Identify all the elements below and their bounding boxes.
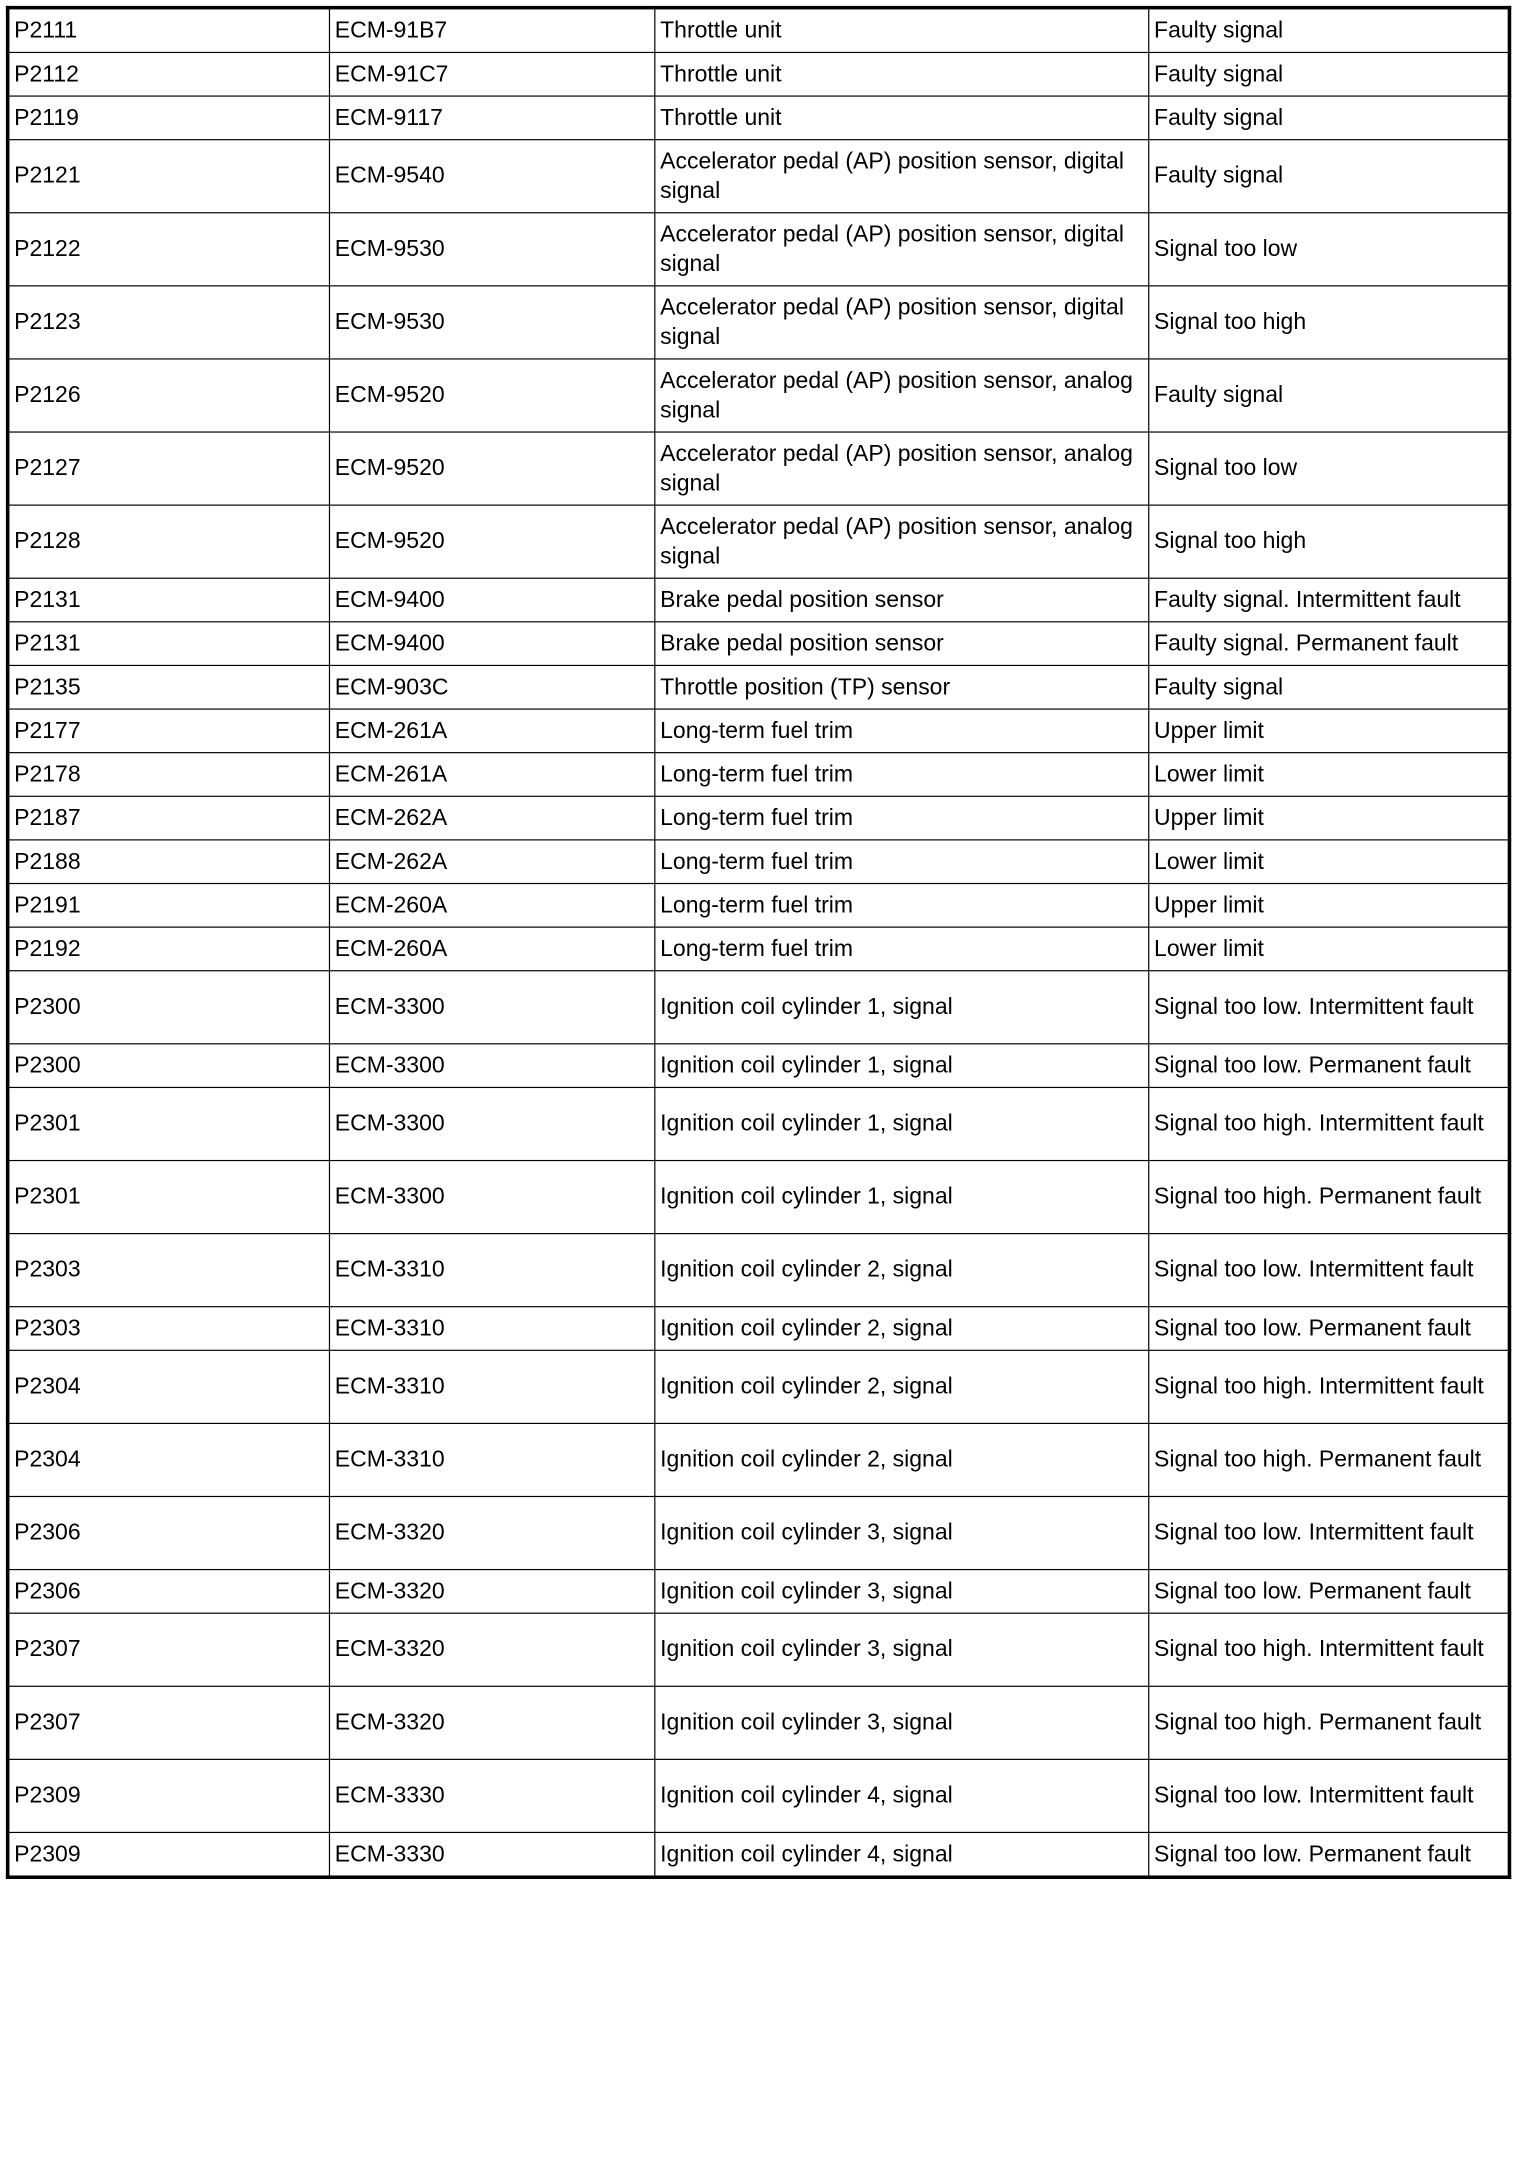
table-row (8, 1161, 1510, 1234)
fault-description-cell: Signal too low (1149, 213, 1510, 286)
table-row (8, 1613, 1510, 1686)
dtc-code-cell: P2177 (8, 709, 330, 753)
dtc-code-cell: P2301 (8, 1161, 330, 1234)
component-cell: Ignition coil cylinder 1, signal (655, 1044, 1149, 1088)
ecm-code-cell: ECM-3310 (329, 1307, 654, 1351)
component-cell: Long-term fuel trim (655, 796, 1149, 840)
ecm-code-cell: ECM-9520 (329, 432, 654, 505)
component-cell: Throttle unit (655, 96, 1149, 140)
table-row (8, 578, 1510, 622)
table-row (8, 796, 1510, 840)
dtc-code-cell: P2309 (8, 1832, 330, 1877)
fault-description-cell: Faulty signal (1149, 140, 1510, 213)
dtc-code-cell: P2303 (8, 1307, 330, 1351)
fault-description-cell: Signal too high. Intermittent fault (1149, 1350, 1510, 1423)
ecm-code-cell: ECM-903C (329, 665, 654, 709)
fault-description-cell: Faulty signal (1149, 8, 1510, 53)
table-row (8, 96, 1510, 140)
component-cell: Long-term fuel trim (655, 884, 1149, 928)
ecm-code-cell: ECM-262A (329, 796, 654, 840)
table-row (8, 709, 1510, 753)
dtc-code-cell: P2306 (8, 1496, 330, 1569)
dtc-code-cell: P2111 (8, 8, 330, 53)
component-cell: Throttle position (TP) sensor (655, 665, 1149, 709)
component-cell: Ignition coil cylinder 3, signal (655, 1496, 1149, 1569)
ecm-code-cell: ECM-91C7 (329, 52, 654, 96)
fault-description-cell: Signal too low. Permanent fault (1149, 1832, 1510, 1877)
ecm-code-cell: ECM-3300 (329, 1087, 654, 1160)
component-cell: Ignition coil cylinder 1, signal (655, 1161, 1149, 1234)
table-row (8, 1350, 1510, 1423)
table-row (8, 213, 1510, 286)
dtc-code-cell: P2304 (8, 1350, 330, 1423)
table-row (8, 8, 1510, 53)
fault-description-cell: Faulty signal (1149, 52, 1510, 96)
component-cell: Long-term fuel trim (655, 927, 1149, 971)
ecm-code-cell: ECM-3320 (329, 1686, 654, 1759)
fault-description-cell: Upper limit (1149, 709, 1510, 753)
dtc-table (6, 6, 1511, 1879)
fault-description-cell: Lower limit (1149, 927, 1510, 971)
dtc-code-cell: P2122 (8, 213, 330, 286)
table-row (8, 971, 1510, 1044)
dtc-code-cell: P2126 (8, 359, 330, 432)
component-cell: Accelerator pedal (AP) position sensor, digital signal (655, 140, 1149, 213)
ecm-code-cell: ECM-9400 (329, 622, 654, 666)
ecm-code-cell: ECM-3300 (329, 1161, 654, 1234)
dtc-code-cell: P2303 (8, 1234, 330, 1307)
table-row (8, 753, 1510, 797)
component-cell: Ignition coil cylinder 1, signal (655, 1087, 1149, 1160)
component-cell: Ignition coil cylinder 2, signal (655, 1307, 1149, 1351)
table-row (8, 52, 1510, 96)
dtc-code-cell: P2131 (8, 578, 330, 622)
ecm-code-cell: ECM-3300 (329, 1044, 654, 1088)
table-row (8, 1832, 1510, 1877)
component-cell: Long-term fuel trim (655, 840, 1149, 884)
fault-description-cell: Signal too low. Permanent fault (1149, 1044, 1510, 1088)
component-cell: Accelerator pedal (AP) position sensor, analog signal (655, 359, 1149, 432)
dtc-code-cell: P2309 (8, 1759, 330, 1832)
table-row (8, 505, 1510, 578)
table-row (8, 1570, 1510, 1614)
dtc-code-cell: P2191 (8, 884, 330, 928)
table-row (8, 1307, 1510, 1351)
fault-description-cell: Lower limit (1149, 840, 1510, 884)
dtc-code-cell: P2192 (8, 927, 330, 971)
component-cell: Ignition coil cylinder 3, signal (655, 1686, 1149, 1759)
table-row (8, 840, 1510, 884)
ecm-code-cell: ECM-3330 (329, 1832, 654, 1877)
table-row (8, 665, 1510, 709)
ecm-code-cell: ECM-91B7 (329, 8, 654, 53)
dtc-code-cell: P2119 (8, 96, 330, 140)
component-cell: Ignition coil cylinder 4, signal (655, 1832, 1149, 1877)
ecm-code-cell: ECM-260A (329, 884, 654, 928)
table-row (8, 927, 1510, 971)
ecm-code-cell: ECM-3310 (329, 1350, 654, 1423)
dtc-code-cell: P2131 (8, 622, 330, 666)
table-row (8, 1496, 1510, 1569)
fault-description-cell: Signal too high (1149, 505, 1510, 578)
fault-description-cell: Faulty signal (1149, 96, 1510, 140)
fault-description-cell: Signal too low. Intermittent fault (1149, 1759, 1510, 1832)
component-cell: Throttle unit (655, 8, 1149, 53)
table-row (8, 432, 1510, 505)
fault-description-cell: Faulty signal (1149, 665, 1510, 709)
component-cell: Accelerator pedal (AP) position sensor, analog signal (655, 432, 1149, 505)
fault-description-cell: Signal too low (1149, 432, 1510, 505)
ecm-code-cell: ECM-9540 (329, 140, 654, 213)
ecm-code-cell: ECM-9400 (329, 578, 654, 622)
component-cell: Ignition coil cylinder 4, signal (655, 1759, 1149, 1832)
ecm-code-cell: ECM-3320 (329, 1570, 654, 1614)
table-row (8, 1423, 1510, 1496)
ecm-code-cell: ECM-262A (329, 840, 654, 884)
fault-description-cell: Upper limit (1149, 796, 1510, 840)
fault-description-cell: Faulty signal. Intermittent fault (1149, 578, 1510, 622)
dtc-code-cell: P2306 (8, 1570, 330, 1614)
table-row (8, 140, 1510, 213)
dtc-code-cell: P2112 (8, 52, 330, 96)
ecm-code-cell: ECM-3320 (329, 1613, 654, 1686)
fault-description-cell: Signal too high. Permanent fault (1149, 1161, 1510, 1234)
fault-description-cell: Signal too high (1149, 286, 1510, 359)
ecm-code-cell: ECM-3320 (329, 1496, 654, 1569)
component-cell: Ignition coil cylinder 3, signal (655, 1613, 1149, 1686)
dtc-code-cell: P2188 (8, 840, 330, 884)
component-cell: Long-term fuel trim (655, 709, 1149, 753)
dtc-code-cell: P2304 (8, 1423, 330, 1496)
component-cell: Ignition coil cylinder 2, signal (655, 1234, 1149, 1307)
fault-description-cell: Signal too low. Intermittent fault (1149, 1234, 1510, 1307)
fault-description-cell: Signal too high. Permanent fault (1149, 1423, 1510, 1496)
dtc-code-cell: P2307 (8, 1686, 330, 1759)
component-cell: Ignition coil cylinder 1, signal (655, 971, 1149, 1044)
component-cell: Long-term fuel trim (655, 753, 1149, 797)
table-row (8, 1759, 1510, 1832)
table-row (8, 1044, 1510, 1088)
dtc-code-cell: P2300 (8, 971, 330, 1044)
fault-description-cell: Signal too low. Permanent fault (1149, 1307, 1510, 1351)
fault-description-cell: Lower limit (1149, 753, 1510, 797)
table-row (8, 884, 1510, 928)
fault-description-cell: Signal too high. Permanent fault (1149, 1686, 1510, 1759)
component-cell: Brake pedal position sensor (655, 578, 1149, 622)
fault-description-cell: Faulty signal (1149, 359, 1510, 432)
table-row (8, 286, 1510, 359)
dtc-code-cell: P2128 (8, 505, 330, 578)
fault-description-cell: Signal too low. Intermittent fault (1149, 971, 1510, 1044)
fault-description-cell: Upper limit (1149, 884, 1510, 928)
ecm-code-cell: ECM-3310 (329, 1234, 654, 1307)
component-cell: Ignition coil cylinder 2, signal (655, 1423, 1149, 1496)
ecm-code-cell: ECM-9530 (329, 286, 654, 359)
ecm-code-cell: ECM-3310 (329, 1423, 654, 1496)
dtc-code-cell: P2127 (8, 432, 330, 505)
fault-description-cell: Signal too high. Intermittent fault (1149, 1087, 1510, 1160)
ecm-code-cell: ECM-9530 (329, 213, 654, 286)
ecm-code-cell: ECM-261A (329, 753, 654, 797)
dtc-code-cell: P2187 (8, 796, 330, 840)
fault-description-cell: Faulty signal. Permanent fault (1149, 622, 1510, 666)
component-cell: Ignition coil cylinder 2, signal (655, 1350, 1149, 1423)
table-row (8, 1686, 1510, 1759)
table-row (8, 1234, 1510, 1307)
ecm-code-cell: ECM-260A (329, 927, 654, 971)
ecm-code-cell: ECM-3300 (329, 971, 654, 1044)
table-row (8, 1087, 1510, 1160)
component-cell: Throttle unit (655, 52, 1149, 96)
fault-description-cell: Signal too low. Permanent fault (1149, 1570, 1510, 1614)
fault-description-cell: Signal too high. Intermittent fault (1149, 1613, 1510, 1686)
dtc-code-cell: P2178 (8, 753, 330, 797)
dtc-code-cell: P2121 (8, 140, 330, 213)
dtc-code-cell: P2135 (8, 665, 330, 709)
table-row (8, 359, 1510, 432)
table-row (8, 622, 1510, 666)
dtc-code-cell: P2301 (8, 1087, 330, 1160)
component-cell: Brake pedal position sensor (655, 622, 1149, 666)
ecm-code-cell: ECM-261A (329, 709, 654, 753)
ecm-code-cell: ECM-9520 (329, 505, 654, 578)
ecm-code-cell: ECM-9520 (329, 359, 654, 432)
component-cell: Ignition coil cylinder 3, signal (655, 1570, 1149, 1614)
component-cell: Accelerator pedal (AP) position sensor, digital signal (655, 286, 1149, 359)
ecm-code-cell: ECM-3330 (329, 1759, 654, 1832)
dtc-code-cell: P2123 (8, 286, 330, 359)
ecm-code-cell: ECM-9117 (329, 96, 654, 140)
dtc-code-cell: P2300 (8, 1044, 330, 1088)
component-cell: Accelerator pedal (AP) position sensor, digital signal (655, 213, 1149, 286)
fault-description-cell: Signal too low. Intermittent fault (1149, 1496, 1510, 1569)
component-cell: Accelerator pedal (AP) position sensor, analog signal (655, 505, 1149, 578)
dtc-code-cell: P2307 (8, 1613, 330, 1686)
